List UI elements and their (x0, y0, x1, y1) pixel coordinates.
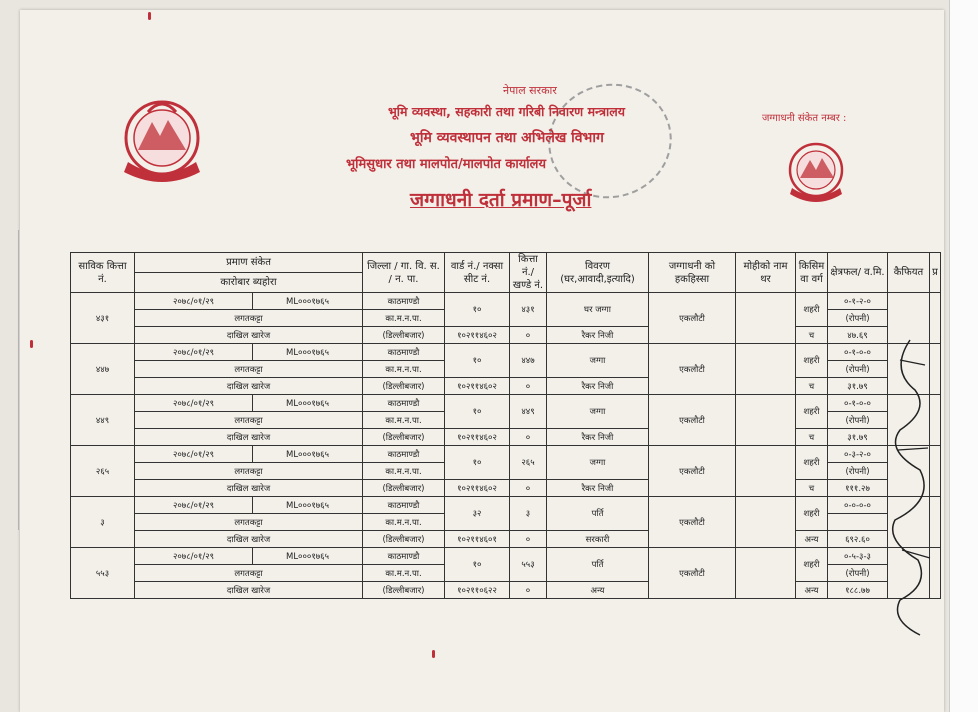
old-plot-cell: ३ (71, 497, 135, 548)
code-cell: ML०००१७६५ (253, 446, 363, 463)
desc2-cell: रैकर निजी (547, 480, 649, 497)
class-cell: शहरी (796, 395, 828, 429)
ownership-cell: एकलौटी (649, 446, 736, 497)
area-cell: ०-१-२-० (828, 293, 888, 310)
municipality-cell: का.म.न.पा. (363, 310, 445, 327)
reg-type-cell: लगतकट्टा (135, 412, 363, 429)
col-transaction: कारोबार ब्यहोरा (135, 273, 363, 293)
area-cell: ०-३-२-० (828, 446, 888, 463)
old-plot-cell: ४४७ (71, 344, 135, 395)
ownership-cell: एकलौटी (649, 548, 736, 599)
khande-cell: ० (510, 531, 547, 548)
desc2-cell: अन्य (547, 582, 649, 599)
table-row (71, 548, 941, 565)
red-mark (148, 12, 151, 20)
reg-type-cell: लगतकट्टा (135, 463, 363, 480)
class-cell: शहरी (796, 548, 828, 582)
district-cell: काठमाण्डौ (363, 395, 445, 412)
reg-type-cell: लगतकट्टा (135, 361, 363, 378)
district-cell: काठमाण्डौ (363, 344, 445, 361)
action-cell: दाखिल खारेज (135, 429, 363, 446)
table-header-row (71, 253, 941, 273)
old-plot-cell: ५५३ (71, 548, 135, 599)
page-edge-right (949, 0, 978, 712)
action-cell: दाखिल खारेज (135, 378, 363, 395)
table-row (71, 446, 941, 463)
area-name-cell: (डिल्लीबजार) (363, 531, 445, 548)
code-cell: ML०००१७६५ (253, 395, 363, 412)
sheet-cell: १०२११४६०१ (445, 531, 510, 548)
plot-cell: ४३१ (510, 293, 547, 327)
plot-cell: ५५३ (510, 548, 547, 582)
desc-cell: जग्गा (547, 446, 649, 480)
action-cell: दाखिल खारेज (135, 480, 363, 497)
class-cell: शहरी (796, 446, 828, 480)
municipality-cell: का.म.न.पा. (363, 514, 445, 531)
action-cell: दाखिल खारेज (135, 531, 363, 548)
sheet-cell: १०२११०६२२ (445, 582, 510, 599)
area-unit-cell: (रोपनी) (828, 310, 888, 327)
municipality-cell: का.म.न.पा. (363, 463, 445, 480)
col-ward: वार्ड नं./ नक्सा सीट नं. (445, 253, 510, 293)
tenant-cell (736, 446, 796, 497)
page-title: जग्गाधनी दर्ता प्रमाण–पूर्जा (410, 189, 592, 211)
ownership-cell: एकलौटी (649, 293, 736, 344)
code-cell: ML०००१७६५ (253, 548, 363, 565)
sheet-cell: १०२११४६०२ (445, 429, 510, 446)
ward-cell: १० (445, 344, 510, 378)
ownership-cell: एकलौटी (649, 344, 736, 395)
table-row (71, 582, 941, 599)
class2-cell: च (796, 480, 828, 497)
class2-cell: अन्य (796, 531, 828, 548)
code-cell: ML०००१७६५ (253, 344, 363, 361)
code-cell: ML०००१७६५ (253, 293, 363, 310)
col-old-plot: साविक कित्ता नं. (71, 253, 135, 293)
handwritten-signature (880, 330, 940, 640)
reg-type-cell: लगतकट्टा (135, 514, 363, 531)
header-office: भूमिसुधार तथा मालपोत/मालपोत कार्यालय (346, 157, 547, 172)
old-plot-cell: ४४९ (71, 395, 135, 446)
reg-type-cell: लगतकट्टा (135, 310, 363, 327)
red-mark (30, 340, 33, 348)
area-name-cell: (डिल्लीबजार) (363, 327, 445, 344)
area-cell: ०-१-०-० (828, 395, 888, 412)
plot-cell: २६५ (510, 446, 547, 480)
area-unit-cell: (रोपनी) (828, 361, 888, 378)
desc2-cell: रैकर निजी (547, 378, 649, 395)
area-sqm-cell: ३१.७९ (828, 378, 888, 395)
class-cell: शहरी (796, 344, 828, 378)
col-type: किसिम वा वर्ग (796, 253, 828, 293)
desc-cell: पर्ति (547, 497, 649, 531)
col-description: विवरण (घर,आवादी,इत्यादि) (547, 253, 649, 293)
desc-cell: जग्गा (547, 344, 649, 378)
district-cell: काठमाण्डौ (363, 497, 445, 514)
municipality-cell: का.म.न.पा. (363, 412, 445, 429)
land-register-table (70, 252, 941, 599)
table-row (71, 395, 941, 412)
date-cell: २०७८/०१/२९ (135, 395, 253, 412)
sheet-cell: १०२११४६०२ (445, 378, 510, 395)
sheet-cell: १०२११४६०२ (445, 480, 510, 497)
ownership-cell: एकलौटी (649, 395, 736, 446)
red-mark (432, 650, 435, 658)
khande-cell: ० (510, 378, 547, 395)
district-cell: काठमाण्डौ (363, 446, 445, 463)
area-sqm-cell: ३१.७९ (828, 429, 888, 446)
nepal-emblem-icon (108, 92, 216, 188)
ward-cell: १० (445, 293, 510, 327)
page-edge-left (0, 230, 19, 530)
area-unit-cell: (रोपनी) (828, 565, 888, 582)
sheet-cell: १०२११४६०२ (445, 327, 510, 344)
tenant-cell (736, 344, 796, 395)
header-government: नेपाल सरकार (503, 84, 557, 97)
col-area: क्षेत्रफल/ व.मि. (828, 253, 888, 293)
municipality-cell: का.म.न.पा. (363, 565, 445, 582)
khande-cell: ० (510, 327, 547, 344)
col-district: जिल्ला / गा. वि. स. / न. पा. (363, 253, 445, 293)
col-plot: कित्ता नं./ खण्डे नं. (510, 253, 547, 293)
desc-cell: पर्ति (547, 548, 649, 582)
plot-cell: ३ (510, 497, 547, 531)
area-unit-cell: (रोपनी) (828, 463, 888, 480)
area-name-cell: (डिल्लीबजार) (363, 378, 445, 395)
area-unit-cell (828, 514, 888, 531)
khande-cell: ० (510, 480, 547, 497)
area-cell: ०-०-०-० (828, 497, 888, 514)
table-row (71, 327, 941, 344)
desc2-cell: रैकर निजी (547, 327, 649, 344)
col-extra: प्र (930, 253, 941, 293)
area-name-cell: (डिल्लीबजार) (363, 429, 445, 446)
table-row (71, 344, 941, 361)
col-tenant: मोहीको नाम थर (736, 253, 796, 293)
action-cell: दाखिल खारेज (135, 327, 363, 344)
class2-cell: च (796, 327, 828, 344)
ward-cell: ३२ (445, 497, 510, 531)
col-ownership: जग्गाधनी को हकहिस्सा (649, 253, 736, 293)
desc-cell: जग्गा (547, 395, 649, 429)
class-cell: शहरी (796, 293, 828, 327)
area-name-cell: (डिल्लीबजार) (363, 480, 445, 497)
khande-cell: ० (510, 582, 547, 599)
district-cell: काठमाण्डौ (363, 548, 445, 565)
old-plot-cell: ४३१ (71, 293, 135, 344)
khande-cell: ० (510, 429, 547, 446)
date-cell: २०७८/०१/२९ (135, 344, 253, 361)
ward-cell: १० (445, 548, 510, 582)
area-sqm-cell: १८८.७७ (828, 582, 888, 599)
ward-cell: १० (445, 446, 510, 480)
tenant-cell (736, 497, 796, 548)
code-cell: ML०००१७६५ (253, 497, 363, 514)
table-row (71, 293, 941, 310)
class2-cell: अन्य (796, 582, 828, 599)
area-sqm-cell: ४७.६९ (828, 327, 888, 344)
tenant-cell (736, 293, 796, 344)
area-sqm-cell: ६९२.६० (828, 531, 888, 548)
area-cell: ०-५-३-३ (828, 548, 888, 565)
plot-cell: ४४९ (510, 395, 547, 429)
desc2-cell: रैकर निजी (547, 429, 649, 446)
col-proof-code: प्रमाण संकेत (135, 253, 363, 273)
area-sqm-cell: १११.२७ (828, 480, 888, 497)
table-row (71, 480, 941, 497)
tenant-cell (736, 548, 796, 599)
reg-type-cell: लगतकट्टा (135, 565, 363, 582)
area-name-cell: (डिल्लीबजार) (363, 582, 445, 599)
table-row (71, 497, 941, 514)
area-cell: ०-१-०-० (828, 344, 888, 361)
date-cell: २०७८/०१/२९ (135, 497, 253, 514)
table-row (71, 429, 941, 446)
nepal-emblem-small-icon (780, 136, 852, 208)
class2-cell: च (796, 429, 828, 446)
tenant-cell (736, 395, 796, 446)
date-cell: २०७८/०१/२९ (135, 446, 253, 463)
action-cell: दाखिल खारेज (135, 582, 363, 599)
header-ministry: भूमि व्यवस्था, सहकारी तथा गरिबी निवारण मन्त्रालय (388, 104, 625, 119)
date-cell: २०७८/०१/२९ (135, 293, 253, 310)
district-cell: काठमाण्डौ (363, 293, 445, 310)
class-cell: शहरी (796, 497, 828, 531)
col-remarks: कैफियत (888, 253, 930, 293)
municipality-cell: का.म.न.पा. (363, 361, 445, 378)
area-unit-cell: (रोपनी) (828, 412, 888, 429)
ward-cell: १० (445, 395, 510, 429)
class2-cell: च (796, 378, 828, 395)
certificate-number-label: जग्गाधनी संकेत नम्बर : (762, 113, 847, 124)
plot-cell: ४४७ (510, 344, 547, 378)
old-plot-cell: २६५ (71, 446, 135, 497)
header-department: भूमि व्यवस्थापन तथा अभिलेख विभाग (410, 130, 604, 146)
table-row (71, 378, 941, 395)
table-row (71, 531, 941, 548)
date-cell: २०७८/०१/२९ (135, 548, 253, 565)
desc2-cell: सरकारी (547, 531, 649, 548)
desc-cell: घर जग्गा (547, 293, 649, 327)
ownership-cell: एकलौटी (649, 497, 736, 548)
